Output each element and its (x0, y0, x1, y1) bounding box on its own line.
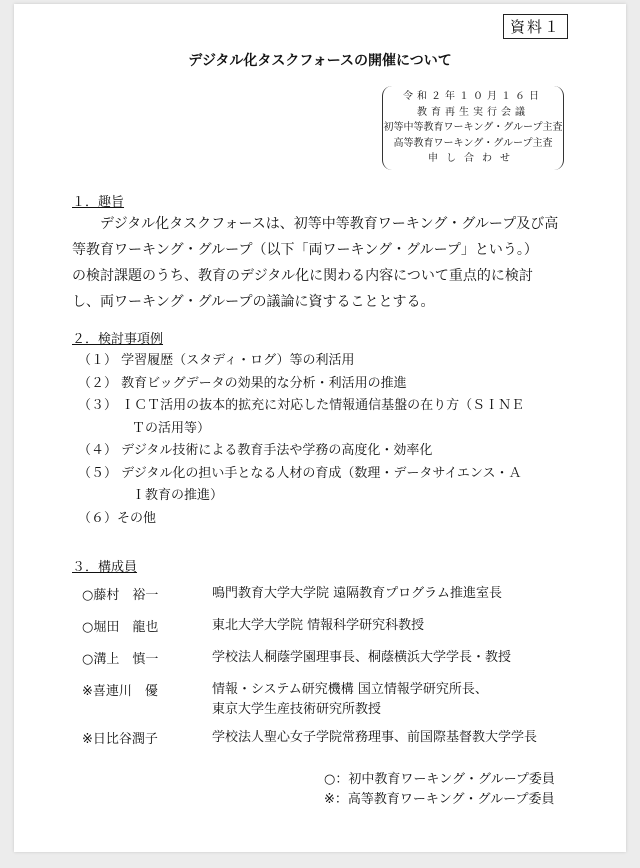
list-item: （４） デジタル技術による教育手法や学務の高度化・効率化 (78, 443, 433, 458)
legend-line: ※：高等教育ワーキング・グループ委員 (324, 792, 555, 807)
member-role: 東北大学大学院 情報科学研究科教授 (212, 618, 425, 633)
section2-heading: ２．検討事項例 (72, 332, 164, 347)
section3-heading: ３．構成員 (72, 560, 138, 575)
member-name: ○藤村 裕一 (82, 588, 159, 603)
member-name: ※喜連川 優 (82, 684, 158, 699)
member-name: ○堀田 龍也 (82, 620, 159, 635)
list-item: （５） デジタル化の担い手となる人材の育成（数理・データサイエンス・Ａ (78, 465, 522, 481)
issuer-line4: 申し合わせ (428, 153, 518, 164)
member-row (82, 728, 537, 760)
issuer-date: 令和２年１０月１６日 (403, 91, 543, 102)
member-row (82, 584, 537, 616)
member-legend (324, 770, 555, 810)
issuer-block (382, 86, 564, 170)
section1-line: 等教育ワーキング・グループ（以下「両ワーキング・グループ」という。） (72, 242, 538, 258)
section1-paragraph (72, 211, 592, 315)
member-list (82, 584, 537, 760)
section1-line: デジタル化タスクフォースは、初等中等教育ワーキング・グループ及び高 (100, 216, 559, 232)
list-item: （２） 教育ビッグデータの効果的な分析・利活用の推進 (78, 375, 407, 391)
list-item: （３） ＩＣＴ活用の抜本的拡充に対応した情報通信基盤の在り方（ＳＩＮＥ (78, 398, 525, 413)
list-item: （６）その他 (78, 510, 157, 526)
member-row (82, 680, 537, 728)
issuer-line2: 初等中等教育ワーキング・グループ主査 (383, 122, 563, 133)
member-row (82, 616, 537, 648)
issuer-line3: 高等教育ワーキング・グループ主査 (393, 137, 553, 149)
section1-line: の検討課題のうち、教育のデジタル化に関わる内容について重点的に検討 (72, 268, 533, 284)
section2-list (78, 350, 524, 530)
list-item-continuation: Ｔの活用等） (132, 420, 211, 436)
legend-line: ○：初中教育ワーキング・グループ委員 (324, 772, 555, 787)
document-title: デジタル化タスクフォースの開催について (188, 53, 452, 69)
member-role: 学校法人桐蔭学園理事長、桐蔭横浜大学学長・教授 (212, 650, 512, 665)
member-name: ※日比谷潤子 (82, 732, 158, 747)
document-label: 資料１ (503, 14, 568, 39)
list-item-continuation: Ｉ教育の推進） (132, 488, 224, 503)
section1-heading: １．趣旨 (72, 195, 125, 210)
member-role: 学校法人聖心女子学院常務理事、前国際基督教大学学長 (212, 730, 538, 745)
member-name: ○溝上 慎一 (82, 652, 159, 667)
section1-line: し、両ワーキング・グループの議論に資することとする。 (72, 294, 435, 310)
document-page (14, 4, 626, 852)
member-row (82, 648, 537, 680)
issuer-line1: 教育再生実行会議 (417, 106, 529, 118)
member-role: 情報・システム研究機構 国立情報学研究所長、 東京大学生産技術研究所教授 (212, 682, 488, 717)
member-role: 鳴門教育大学大学院 遠隔教育プログラム推進室長 (212, 586, 503, 601)
list-item: （１） 学習履歴（スタディ・ログ）等の利活用 (78, 353, 355, 368)
